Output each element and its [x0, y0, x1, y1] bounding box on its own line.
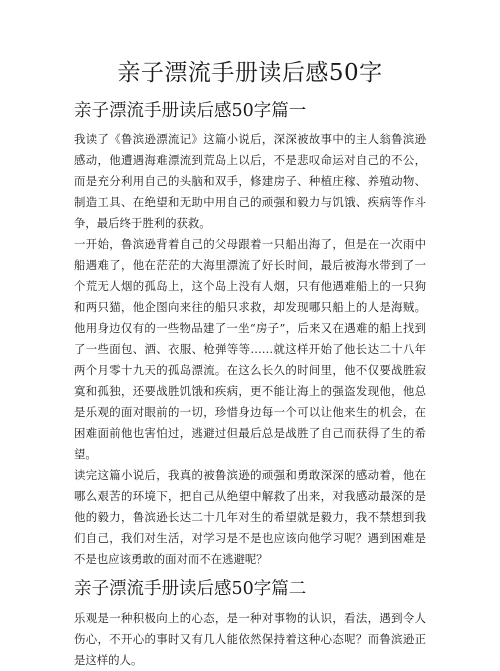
- section-1: [74, 98, 426, 570]
- paragraph: 读完这篇小说后，我真的被鲁滨逊的顽强和勇敢深深的感动着，他在哪么艰苦的环境下，把自己从绝望中解救了出来，对我感动最深的是他的毅力，鲁滨逊长达二十几年对生的希望就是毅力，我不禁想到我们自己，我们对生活，对学习是不是也应该向他学习呢？遇到困难是不是也应该勇敢的面对而不在逃避呢？: [74, 468, 426, 566]
- section-heading: 亲子漂流手册读后感50字篇二: [74, 579, 307, 599]
- section-body: [74, 129, 426, 570]
- paragraph: 一开始，鲁滨逊背着自己的父母跟着一只船出海了，但是在一次雨中船遇难了，他在茫茫的大海里漂流了好长时间，最后被海水带到了一个荒无人烟的孤岛上，这个岛上没有人烟，只有他遇难船上的一只狗和两只猫，他企图向来往的船只求救，却发现哪只船上的人是海贼。他用身边仅有的一些物品建了一坐“房子”，后来又在遇难的船上找到了一些面包、酒、衣服、枪弹等等……就这样开始了他长达二十八年两个月零十九天的孤岛漂流。在这么长久的时间里，他不仅要战胜寂寞和孤独，还要战胜饥饿和疾病，更不能让海上的强盗发现他，他总是乐观的面对眼前的一切，珍惜身边每一个可以让他来生的机会，在困难面前他也害怕过，逃避过但最后总是战胜了自己而获得了生的希望。: [74, 237, 426, 461]
- paragraph: 我读了《鲁滨逊漂流记》这篇小说后，深深被故事中的主人翁鲁滨逊感动，他遭遇海难漂流到荒岛上以后，不是悲叹命运对自己的不公，而是充分利用自己的头脑和双手，修建房子、种植庄稼、养殖动物、制造工具、在绝望和无助中用自己的顽强和毅力与饥饿、疾病等作斗争，最后终于胜利的获救。: [74, 132, 426, 230]
- section-2: [74, 576, 426, 671]
- section-heading: 亲子漂流手册读后感50字篇一: [74, 101, 307, 121]
- document-title: 亲子漂流手册读后感50字: [117, 60, 383, 86]
- paragraph: 乐观是一种积极向上的心态，是一种对事物的认识，看法，遇到令人伤心，不开心的事时又有几人能依然保持着这种心态呢？而鲁滨逊正是这样的人。: [74, 611, 426, 667]
- section-body: [74, 608, 426, 671]
